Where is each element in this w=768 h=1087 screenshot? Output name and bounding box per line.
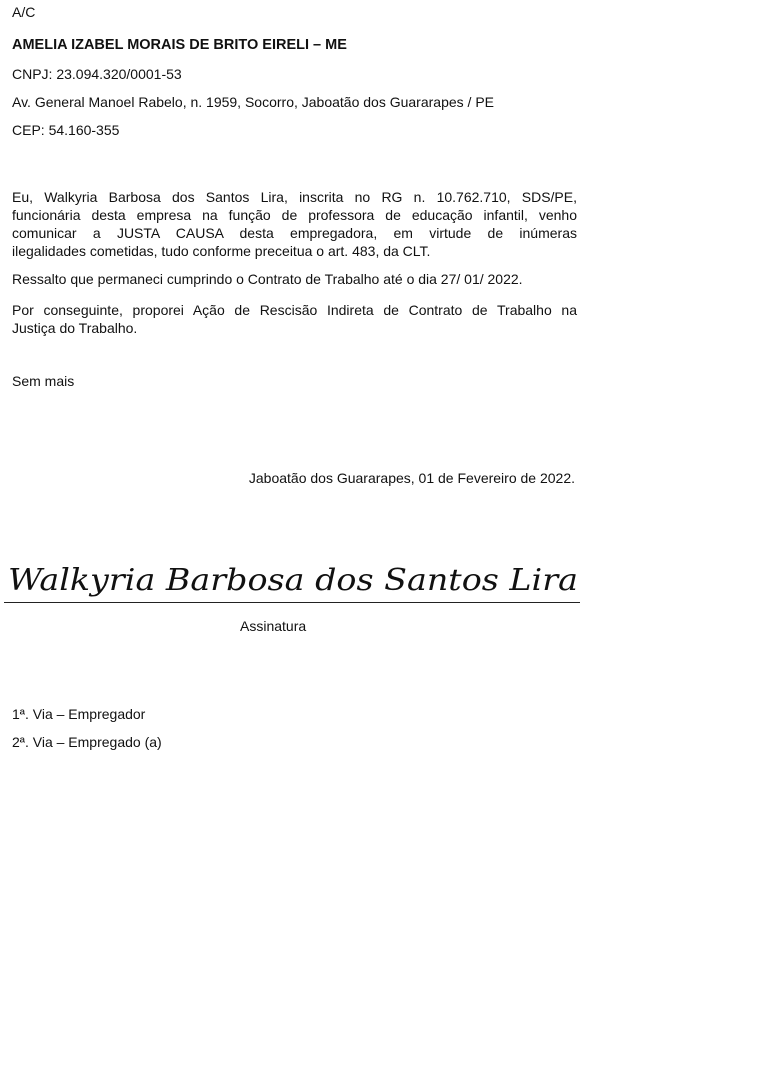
paragraph-line: Justiça do Trabalho.	[12, 320, 138, 336]
signature-label: Assinatura	[240, 618, 307, 634]
closing: Sem mais	[12, 373, 75, 389]
address: Av. General Manoel Rabelo, n. 1959, Socorro, Jaboatão dos Guararapes / PE	[12, 94, 494, 110]
cep: CEP: 54.160-355	[12, 122, 120, 138]
paragraph-line: Eu, Walkyria Barbosa dos Santos Lira, inscrita no RG n. 10.762.710, SDS/PE,	[12, 189, 577, 205]
place-date: Jaboatão dos Guararapes, 01 de Fevereiro de 2022.	[248, 470, 575, 486]
signature-text: Walkyria Barbosa dos Santos Lira	[8, 563, 578, 598]
copy-employer: 1ª. Via – Empregador	[12, 706, 146, 722]
cnpj: CNPJ: 23.094.320/0001-53	[12, 66, 182, 82]
handwritten-signature	[0, 558, 600, 600]
paragraph-line: funcionária desta empresa na função de professora de educação infantil, venho	[12, 207, 577, 223]
copy-employee: 2ª. Via – Empregado (a)	[12, 734, 162, 750]
paragraph-line: Por conseguinte, proporei Ação de Rescisão Indireta de Contrato de Trabalho na	[12, 302, 577, 318]
paragraph-line: ilegalidades cometidas, tudo conforme preceitua o art. 483, da CLT.	[12, 243, 431, 259]
paragraph-action	[12, 301, 577, 337]
paragraph-notice	[12, 188, 577, 260]
paragraph-line: comunicar a JUSTA CAUSA desta empregadora, em virtude de inúmeras	[12, 225, 577, 241]
paragraph-contract-date: Ressalto que permaneci cumprindo o Contrato de Trabalho até o dia 27/ 01/ 2022.	[12, 271, 523, 287]
signature-line	[4, 602, 580, 603]
company-name: AMELIA IZABEL MORAIS DE BRITO EIRELI – ME	[12, 37, 347, 53]
attention-line: A/C	[12, 4, 36, 20]
